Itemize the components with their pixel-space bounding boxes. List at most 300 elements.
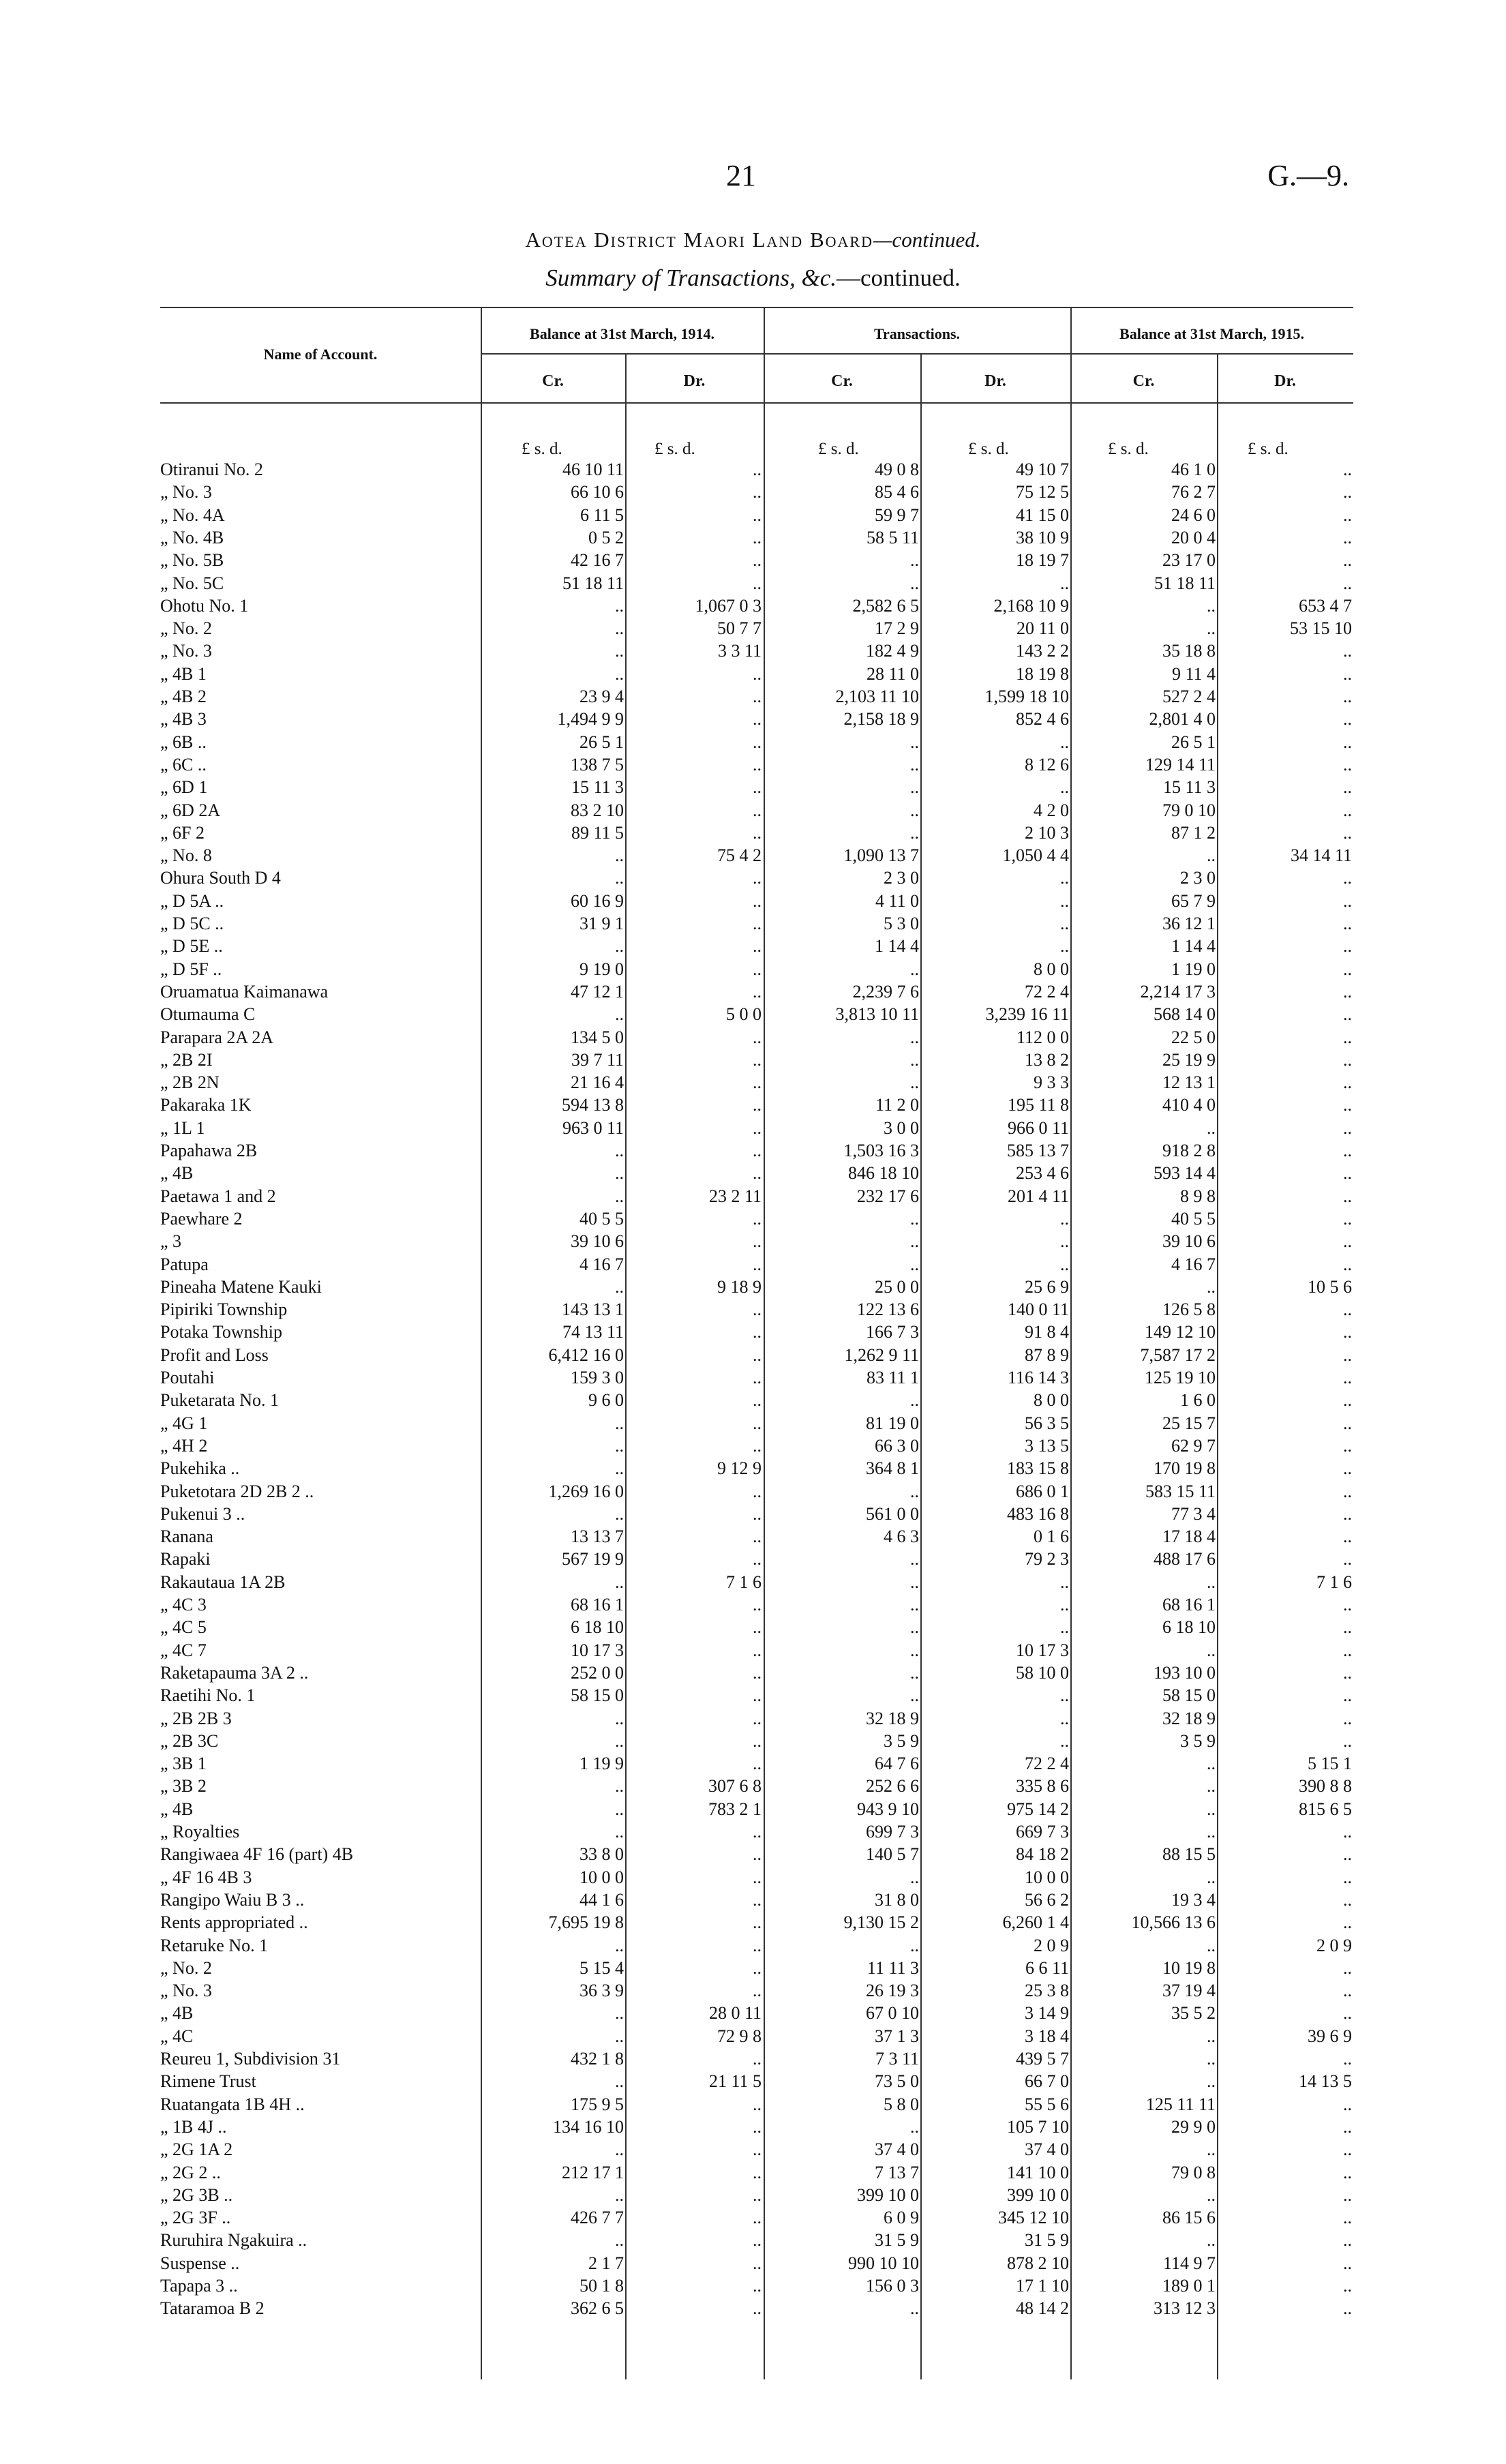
- account-name: Potaka Township: [160, 1323, 282, 1342]
- amount-cell: ..: [1343, 1595, 1352, 1614]
- account-name: „ No. 4B: [160, 528, 224, 547]
- account-name: „ Royalties: [160, 1822, 240, 1842]
- amount-cell: ..: [1343, 1004, 1352, 1025]
- table-row: [0, 2163, 1506, 2182]
- amount-cell: 2 1 7: [588, 2253, 624, 2273]
- amount-cell: 65 7 9: [1171, 890, 1216, 911]
- table-row: [0, 801, 1506, 820]
- table-row: [0, 778, 1506, 797]
- amount-cell: ..: [1343, 2298, 1352, 2319]
- amount-cell: ..: [753, 482, 762, 502]
- amount-cell: ..: [1207, 2184, 1216, 2205]
- account-name: „ No. 3: [160, 1981, 212, 2001]
- amount-cell: 11 11 3: [867, 1957, 919, 1978]
- table-row: [0, 2208, 1506, 2227]
- table-row: [0, 1686, 1506, 1705]
- amount-cell: ..: [1343, 1889, 1352, 1910]
- amount-cell: ..: [753, 1413, 762, 1433]
- amount-cell: 37 4 0: [875, 2139, 919, 2160]
- account-name: „ 4C: [160, 2026, 194, 2046]
- amount-cell: 653 4 7: [1299, 595, 1352, 616]
- table-row: [0, 1073, 1506, 1092]
- main-title-text: Aotea District Maori Land Board: [525, 228, 873, 252]
- amount-cell: 53 15 10: [1290, 618, 1352, 639]
- table-row: [0, 1437, 1506, 1456]
- account-name: „ 4F 16 4B 3: [160, 1867, 252, 1887]
- amount-cell: 20 11 0: [1016, 618, 1069, 639]
- amount-cell: 852 4 6: [1016, 709, 1069, 730]
- amount-cell: 439 5 7: [1016, 2049, 1069, 2069]
- amount-cell: 4 6 3: [884, 1527, 919, 1547]
- amount-cell: ..: [1343, 1299, 1352, 1320]
- account-name: Ohotu No. 1: [160, 596, 249, 616]
- amount-cell: ..: [615, 1776, 624, 1797]
- amount-cell: 19 3 4: [1171, 1889, 1216, 1910]
- amount-cell: ..: [1343, 1208, 1352, 1229]
- account-name: Rapaki: [160, 1550, 211, 1569]
- amount-cell: 58 15 0: [571, 1685, 624, 1706]
- amount-cell: ..: [1207, 2230, 1216, 2251]
- amount-cell: 364 8 1: [866, 1458, 919, 1479]
- amount-cell: 40 5 5: [1171, 1208, 1216, 1229]
- amount-cell: 3 5 9: [884, 1730, 919, 1751]
- amount-cell: ..: [615, 1730, 624, 1751]
- account-name: Otiranui No. 2: [160, 460, 263, 479]
- account-name: „ 6B ..: [160, 732, 207, 752]
- amount-cell: 12 13 1: [1162, 1072, 1216, 1093]
- amount-cell: ..: [910, 754, 919, 775]
- amount-cell: ..: [1343, 2276, 1352, 2296]
- amount-cell: 31 8 0: [875, 1889, 919, 1910]
- unit-header: £ s. d.: [1108, 440, 1149, 458]
- amount-cell: 9 12 9: [717, 1458, 762, 1479]
- account-name: „ No. 4A: [160, 505, 225, 525]
- amount-cell: ..: [753, 1662, 762, 1683]
- table-row: [0, 1641, 1506, 1660]
- table-row: [0, 1959, 1506, 1978]
- amount-cell: ..: [1207, 2139, 1216, 2160]
- account-name: „ 4B 3: [160, 710, 207, 730]
- amount-cell: 32 18 9: [866, 1708, 919, 1728]
- amount-cell: 36 12 1: [1162, 914, 1216, 933]
- amount-cell: 1 19 9: [579, 1754, 624, 1774]
- table-row: [0, 619, 1506, 638]
- amount-cell: 17 18 4: [1162, 1527, 1216, 1547]
- account-name: „ D 5A ..: [160, 891, 224, 911]
- amount-cell: 399 10 0: [1007, 2184, 1069, 2205]
- amount-cell: 21 16 4: [571, 1072, 624, 1093]
- table-row: [0, 1482, 1506, 1501]
- amount-cell: 17 2 9: [875, 618, 919, 639]
- amount-cell: 55 5 6: [1025, 2094, 1069, 2114]
- amount-cell: ..: [615, 936, 624, 957]
- amount-cell: ..: [753, 822, 762, 843]
- amount-cell: 6 18 10: [1162, 1617, 1216, 1638]
- amount-cell: ..: [1207, 1776, 1216, 1797]
- subtitle-text: Summary of Transactions, &c.: [545, 265, 837, 291]
- amount-cell: ..: [1060, 777, 1069, 798]
- amount-cell: ..: [753, 1981, 762, 2001]
- amount-cell: 25 6 9: [1025, 1276, 1069, 1297]
- amount-cell: ..: [1343, 1640, 1352, 1660]
- table-row: [0, 1732, 1506, 1751]
- account-name: „ 6D 1: [160, 778, 208, 798]
- amount-cell: 9 6 0: [588, 1390, 624, 1411]
- amount-cell: ..: [910, 1867, 919, 1887]
- table-row: [0, 1891, 1506, 1910]
- amount-cell: 76 2 7: [1171, 482, 1216, 502]
- amount-cell: ..: [753, 687, 762, 706]
- amount-cell: ..: [1207, 1799, 1216, 1819]
- account-name: „ 2B 2N: [160, 1073, 220, 1093]
- amount-cell: 10 17 3: [571, 1640, 624, 1660]
- account-name: Raketapauma 3A 2 ..: [160, 1663, 309, 1683]
- account-name: „ No. 5B: [160, 551, 224, 571]
- account-name: Ohura South D 4: [160, 869, 281, 888]
- amount-cell: ..: [1343, 1708, 1352, 1728]
- amount-cell: 4 16 7: [1171, 1254, 1216, 1274]
- amount-cell: ..: [1343, 868, 1352, 888]
- amount-cell: 68 16 1: [1162, 1595, 1216, 1614]
- account-name: „ D 5C ..: [160, 914, 224, 933]
- amount-cell: ..: [753, 527, 762, 547]
- amount-cell: 568 14 0: [1154, 1004, 1216, 1025]
- amount-cell: 5 15 1: [1308, 1754, 1352, 1774]
- amount-cell: 1,050 4 4: [1002, 845, 1069, 866]
- amount-cell: 966 0 11: [1007, 1117, 1069, 1138]
- amount-cell: 22 5 0: [1171, 1027, 1216, 1047]
- amount-cell: ..: [1343, 2184, 1352, 2205]
- amount-cell: 1,269 16 0: [548, 1481, 624, 1501]
- account-name: Retaruke No. 1: [160, 1936, 269, 1955]
- amount-cell: ..: [1343, 2208, 1352, 2228]
- amount-cell: 35 18 8: [1162, 641, 1216, 661]
- amount-cell: ..: [615, 2026, 624, 2046]
- amount-cell: ..: [910, 800, 919, 820]
- amount-cell: ..: [1343, 1186, 1352, 1206]
- amount-cell: ..: [753, 1844, 762, 1865]
- amount-cell: ..: [910, 1685, 919, 1706]
- amount-cell: 67 0 10: [866, 2003, 919, 2024]
- account-name: „ 1L 1: [160, 1118, 205, 1138]
- amount-cell: ..: [615, 2184, 624, 2205]
- amount-cell: ..: [1343, 800, 1352, 820]
- unit-header: £ s. d.: [1248, 440, 1289, 458]
- amount-cell: ..: [615, 1799, 624, 1819]
- table-top-rule: [160, 307, 1353, 308]
- amount-cell: ..: [753, 1163, 762, 1184]
- table-row: [0, 1550, 1506, 1569]
- amount-cell: 2,158 18 9: [843, 709, 919, 730]
- amount-cell: 51 18 11: [1154, 573, 1216, 593]
- amount-cell: ..: [1343, 936, 1352, 957]
- table-row: [0, 1232, 1506, 1251]
- table-group-rule: [481, 353, 1353, 355]
- amount-cell: ..: [1060, 1730, 1069, 1751]
- amount-cell: 594 13 8: [562, 1095, 624, 1115]
- amount-cell: 44 1 6: [579, 1889, 624, 1910]
- account-name: Pakaraka 1K: [160, 1096, 252, 1115]
- amount-cell: ..: [910, 1072, 919, 1093]
- amount-cell: 7,695 19 8: [548, 1912, 624, 1933]
- amount-cell: ..: [753, 1730, 762, 1751]
- table-row: [0, 1141, 1506, 1160]
- amount-cell: 7 13 7: [875, 2162, 919, 2182]
- amount-cell: ..: [1343, 1549, 1352, 1569]
- amount-cell: ..: [1343, 709, 1352, 730]
- amount-cell: 75 12 5: [1016, 482, 1069, 502]
- amount-cell: 91 8 4: [1025, 1322, 1069, 1342]
- amount-cell: ..: [615, 1935, 624, 1955]
- amount-cell: ..: [1207, 1276, 1216, 1297]
- amount-cell: 252 0 0: [571, 1662, 624, 1683]
- amount-cell: 182 4 9: [866, 641, 919, 661]
- account-name: Otumauma C: [160, 1005, 256, 1025]
- table-row: [0, 755, 1506, 775]
- amount-cell: ..: [753, 1344, 762, 1365]
- amount-cell: 46 10 11: [562, 460, 624, 479]
- amount-cell: ..: [1343, 641, 1352, 661]
- amount-cell: ..: [753, 1640, 762, 1660]
- amount-cell: ..: [1343, 1844, 1352, 1865]
- amount-cell: ..: [753, 1299, 762, 1320]
- amount-cell: ..: [1343, 2162, 1352, 2182]
- amount-cell: 56 6 2: [1025, 1889, 1069, 1910]
- amount-cell: ..: [1343, 460, 1352, 479]
- amount-cell: ..: [615, 868, 624, 888]
- amount-cell: ..: [753, 2276, 762, 2296]
- amount-cell: ..: [615, 1186, 624, 1206]
- subheader-cr-1914: Cr.: [542, 372, 564, 390]
- amount-cell: 561 0 0: [866, 1503, 919, 1524]
- amount-cell: ..: [1343, 1163, 1352, 1184]
- amount-cell: ..: [615, 2071, 624, 2092]
- amount-cell: ..: [1343, 482, 1352, 502]
- amount-cell: ..: [1343, 2003, 1352, 2024]
- table-row: [0, 1028, 1506, 1047]
- table-row: [0, 1822, 1506, 1842]
- subheader-dr-1915: Dr.: [1274, 372, 1296, 390]
- amount-cell: 25 3 8: [1025, 1981, 1069, 2001]
- amount-cell: 166 7 3: [866, 1322, 919, 1342]
- account-name: Tataramoa B 2: [160, 2299, 265, 2319]
- amount-cell: ..: [910, 1049, 919, 1070]
- amount-cell: 125 19 10: [1145, 1368, 1216, 1387]
- account-name: „ 2G 1A 2: [160, 2140, 233, 2160]
- amount-cell: ..: [753, 1208, 762, 1229]
- account-name: Ruruhira Ngakuira ..: [160, 2231, 307, 2251]
- amount-cell: 8 0 0: [1034, 1390, 1069, 1411]
- amount-cell: ..: [1343, 1141, 1352, 1160]
- amount-cell: 2 3 0: [884, 868, 919, 888]
- amount-cell: ..: [753, 1368, 762, 1387]
- amount-cell: 87 8 9: [1025, 1344, 1069, 1365]
- amount-cell: 37 19 4: [1162, 1981, 1216, 2001]
- account-name: Rakautaua 1A 2B: [160, 1572, 286, 1592]
- amount-cell: ..: [910, 2298, 919, 2319]
- amount-cell: ..: [753, 1322, 762, 1342]
- amount-cell: ..: [1060, 936, 1069, 957]
- amount-cell: ..: [1060, 573, 1069, 593]
- amount-cell: 175 9 5: [571, 2094, 624, 2114]
- amount-cell: 183 15 8: [1007, 1458, 1069, 1479]
- account-name: „ No. 3: [160, 642, 212, 661]
- subheader-cr-trans: Cr.: [831, 372, 853, 390]
- amount-cell: 201 4 11: [1007, 1186, 1069, 1206]
- amount-cell: ..: [1060, 1572, 1069, 1592]
- amount-cell: 66 10 6: [571, 482, 624, 502]
- table-row: [0, 1210, 1506, 1229]
- amount-cell: ..: [1343, 777, 1352, 798]
- amount-cell: ..: [1343, 2253, 1352, 2273]
- account-name: Rimene Trust: [160, 2072, 256, 2092]
- amount-cell: 77 3 4: [1171, 1503, 1216, 1524]
- amount-cell: 83 11 1: [866, 1368, 919, 1387]
- table-row: [0, 2118, 1506, 2137]
- amount-cell: 134 5 0: [571, 1027, 624, 1047]
- amount-cell: ..: [615, 1141, 624, 1160]
- amount-cell: 50 7 7: [717, 618, 762, 639]
- page-number: 21: [726, 159, 756, 192]
- amount-cell: ..: [910, 1254, 919, 1274]
- account-name: Pineaha Matene Kauki: [160, 1277, 322, 1297]
- amount-cell: 815 6 5: [1299, 1799, 1352, 1819]
- main-title-suffix: —continued.: [873, 228, 981, 252]
- amount-cell: ..: [753, 1549, 762, 1569]
- amount-cell: 2,168 10 9: [993, 595, 1069, 616]
- amount-cell: ..: [1343, 1049, 1352, 1070]
- amount-cell: ..: [753, 981, 762, 1002]
- amount-cell: ..: [1343, 1322, 1352, 1342]
- amount-cell: 10 0 0: [1025, 1867, 1069, 1887]
- account-name: Rangiwaea 4F 16 (part) 4B: [160, 1845, 354, 1865]
- amount-cell: 75 4 2: [717, 845, 762, 866]
- table-row: [0, 846, 1506, 865]
- amount-cell: 66 7 0: [1025, 2071, 1069, 2092]
- amount-cell: 58 10 0: [1016, 1662, 1069, 1683]
- amount-cell: 72 9 8: [717, 2026, 762, 2046]
- amount-cell: 345 12 10: [998, 2208, 1069, 2228]
- account-name: Poutahi: [160, 1368, 215, 1387]
- account-name: „ 2G 2 ..: [160, 2163, 221, 2182]
- amount-cell: 68 16 1: [571, 1595, 624, 1614]
- amount-cell: 88 15 5: [1162, 1844, 1216, 1865]
- account-name: „ 4B: [160, 2004, 194, 2024]
- amount-cell: ..: [1343, 550, 1352, 571]
- amount-cell: ..: [910, 1549, 919, 1569]
- amount-cell: 26 19 3: [866, 1981, 919, 2001]
- table-row: [0, 460, 1506, 479]
- unit-header: £ s. d.: [968, 440, 1009, 458]
- table-row: [0, 1505, 1506, 1524]
- account-name: „ 4C 3: [160, 1595, 207, 1614]
- amount-cell: ..: [1207, 1572, 1216, 1592]
- account-name: „ D 5E ..: [160, 937, 223, 957]
- amount-cell: ..: [753, 1390, 762, 1411]
- amount-cell: ..: [1060, 1231, 1069, 1252]
- amount-cell: ..: [1207, 2049, 1216, 2069]
- table-row: [0, 1368, 1506, 1387]
- amount-cell: 1 14 4: [1171, 936, 1216, 957]
- amount-cell: ..: [615, 1163, 624, 1184]
- subheader-cr-1915: Cr.: [1132, 372, 1155, 390]
- amount-cell: ..: [1343, 890, 1352, 911]
- amount-cell: ..: [753, 2162, 762, 2182]
- amount-cell: ..: [753, 1072, 762, 1093]
- amount-cell: ..: [753, 663, 762, 684]
- amount-cell: 86 15 6: [1162, 2208, 1216, 2228]
- account-name: Oruamatua Kaimanawa: [160, 982, 329, 1002]
- amount-cell: 2,801 4 0: [1149, 709, 1216, 730]
- amount-cell: ..: [1343, 754, 1352, 775]
- table-row: [0, 574, 1506, 593]
- account-name: „ 2B 2I: [160, 1050, 213, 1070]
- subtitle-suffix: —continued.: [837, 265, 961, 291]
- table-row: [0, 1981, 1506, 2000]
- account-name: Tapapa 3 ..: [160, 2277, 238, 2296]
- column-divider: [1070, 307, 1072, 2379]
- amount-cell: 34 14 11: [1290, 845, 1352, 866]
- amount-cell: 62 9 7: [1171, 1435, 1216, 1456]
- amount-cell: ..: [1343, 1413, 1352, 1433]
- amount-cell: 143 13 1: [562, 1299, 624, 1320]
- account-name: Rangipo Waiu B 3 ..: [160, 1890, 305, 1910]
- amount-cell: 25 15 7: [1162, 1413, 1216, 1433]
- amount-cell: ..: [753, 936, 762, 957]
- table-row: [0, 1051, 1506, 1070]
- account-name: „ 3B 2: [160, 1777, 207, 1797]
- amount-cell: 28 11 0: [866, 663, 919, 684]
- amount-cell: 51 18 11: [562, 573, 624, 593]
- amount-cell: 15 11 3: [1162, 777, 1216, 798]
- account-name: „ 4B 2: [160, 687, 207, 706]
- amount-cell: ..: [753, 732, 762, 752]
- account-name: „ 4B 1: [160, 664, 207, 684]
- amount-cell: ..: [753, 1527, 762, 1547]
- amount-cell: ..: [910, 1481, 919, 1501]
- account-name: „ 1B 4J ..: [160, 2117, 227, 2137]
- amount-cell: ..: [753, 777, 762, 798]
- amount-cell: 33 8 0: [579, 1844, 624, 1865]
- amount-cell: 13 8 2: [1025, 1049, 1069, 1070]
- amount-cell: ..: [753, 1117, 762, 1138]
- amount-cell: 6 6 11: [1025, 1957, 1069, 1978]
- group-header-transactions: Transactions.: [873, 325, 961, 342]
- group-header-1915: Balance at 31st March, 1915.: [1119, 325, 1304, 342]
- amount-cell: 20 0 4: [1171, 527, 1216, 547]
- amount-cell: 7 1 6: [1316, 1572, 1352, 1592]
- account-name: „ 2B 2B 3: [160, 1709, 232, 1728]
- amount-cell: 410 4 0: [1162, 1095, 1216, 1115]
- amount-cell: ..: [753, 1957, 762, 1978]
- amount-cell: 1 14 4: [875, 936, 919, 957]
- amount-cell: 170 19 8: [1154, 1458, 1216, 1479]
- amount-cell: 4 2 0: [1034, 800, 1069, 820]
- amount-cell: ..: [1343, 1822, 1352, 1842]
- amount-cell: ..: [1060, 1685, 1069, 1706]
- table-row: [0, 1255, 1506, 1274]
- amount-cell: 29 9 0: [1171, 2116, 1216, 2137]
- amount-cell: 38 10 9: [1016, 527, 1069, 547]
- amount-cell: ..: [1207, 1822, 1216, 1842]
- table-row: [0, 1754, 1506, 1773]
- amount-cell: ..: [1343, 1117, 1352, 1138]
- amount-cell: 81 19 0: [866, 1413, 919, 1433]
- amount-cell: 13 13 7: [571, 1527, 624, 1547]
- amount-cell: 0 1 6: [1034, 1527, 1069, 1547]
- amount-cell: 85 4 6: [875, 482, 919, 502]
- amount-cell: 84 18 2: [1016, 1844, 1069, 1865]
